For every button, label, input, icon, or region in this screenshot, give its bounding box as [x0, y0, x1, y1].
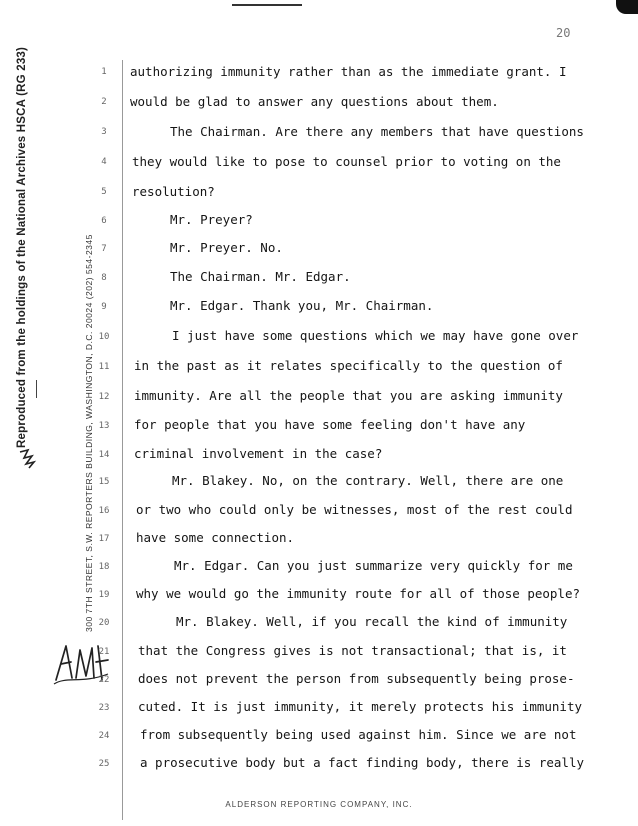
line-number: 9 — [101, 302, 107, 312]
transcript-line: would be glad to answer any questions about them. — [130, 94, 499, 109]
transcript-line: resolution? — [132, 184, 215, 199]
margin-rule — [122, 60, 123, 820]
line-number: 3 — [101, 127, 107, 137]
line-number: 14 — [98, 450, 110, 460]
transcript-line: Mr. Edgar. Thank you, Mr. Chairman. — [170, 298, 434, 313]
line-number: 18 — [98, 562, 110, 572]
line-number: 7 — [101, 244, 107, 254]
archive-scribble-mark — [18, 448, 38, 470]
transcript-line: from subsequently being used against him. Since we are not — [140, 727, 577, 742]
line-number: 11 — [98, 362, 110, 372]
transcript-line: for people that you have some feeling don't have any — [134, 417, 526, 432]
transcript-line: does not prevent the person from subsequently being prose- — [138, 671, 575, 686]
transcript-line: that the Congress gives is not transactional; that is, it — [138, 643, 567, 658]
line-number: 4 — [101, 157, 107, 167]
line-number: 13 — [98, 421, 110, 431]
line-number: 8 — [101, 273, 107, 283]
line-number: 5 — [101, 187, 107, 197]
line-number: 12 — [98, 392, 110, 402]
transcript-line: Mr. Blakey. No, on the contrary. Well, there are one — [172, 473, 564, 488]
line-number: 20 — [98, 618, 110, 628]
line-number: 17 — [98, 534, 110, 544]
transcript-line: criminal involvement in the case? — [134, 446, 383, 461]
reporter-address: 300 7TH STREET, S.W. REPORTERS BUILDING, WASHINGTON, D.C. 20024 (202) 554-2345 — [84, 234, 94, 632]
line-number: 25 — [98, 759, 110, 769]
archive-tick-mark — [36, 380, 37, 398]
transcript-line: have some connection. — [136, 530, 295, 545]
line-number: 6 — [101, 216, 107, 226]
line-number: 2 — [101, 97, 107, 107]
line-number: 15 — [98, 477, 110, 487]
transcript-line: The Chairman. Mr. Edgar. — [170, 269, 351, 284]
transcript-line: immunity. Are all the people that you are asking immunity — [134, 388, 563, 403]
line-number: 21 — [98, 647, 110, 657]
transcript-line: cuted. It is just immunity, it merely protects his immunity — [138, 699, 583, 714]
transcript-line: a prosecutive body but a fact finding body, there is really — [140, 755, 585, 770]
line-number: 19 — [98, 590, 110, 600]
transcript-line: they would like to pose to counsel prior to voting on the — [132, 154, 561, 169]
transcript-line: I just have some questions which we may have gone over — [172, 328, 579, 343]
line-number: 1 — [101, 67, 107, 77]
archive-side-note: Reproduced from the holdings of the National Archives HSCA (RG 233) — [16, 46, 28, 448]
transcript-line: Mr. Preyer? — [170, 212, 253, 227]
line-number: 10 — [98, 332, 110, 342]
corner-scan-mark — [616, 0, 638, 14]
reporting-company-footer: ALDERSON REPORTING COMPANY, INC. — [225, 800, 413, 809]
transcript-line: authorizing immunity rather than as the immediate grant. I — [130, 64, 567, 79]
transcript-line: Mr. Preyer. No. — [170, 240, 283, 255]
transcript-line: Mr. Blakey. Well, if you recall the kind of immunity — [176, 614, 568, 629]
transcript-line: or two who could only be witnesses, most of the rest could — [136, 502, 573, 517]
transcript-line: why we would go the immunity route for all of those people? — [136, 586, 581, 601]
top-scan-rule — [232, 4, 302, 6]
line-number: 16 — [98, 506, 110, 516]
page-number: 20 — [556, 26, 571, 40]
transcript-line: Mr. Edgar. Can you just summarize very quickly for me — [174, 558, 573, 573]
line-number: 24 — [98, 731, 110, 741]
transcript-line: The Chairman. Are there any members that have questions — [170, 124, 584, 139]
line-number: 22 — [98, 675, 110, 685]
line-number: 23 — [98, 703, 110, 713]
transcript-line: in the past as it relates specifically to the question of — [134, 358, 563, 373]
